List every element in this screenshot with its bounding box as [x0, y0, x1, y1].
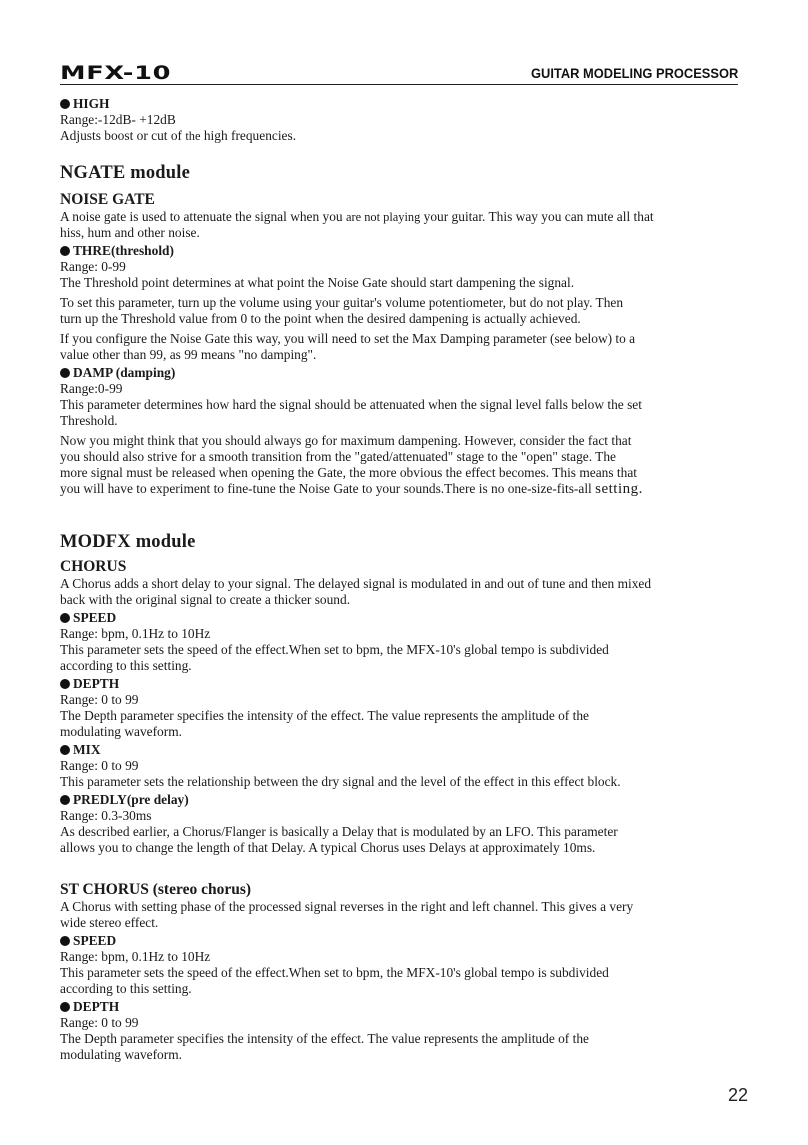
st-chorus-intro-a: A Chorus with setting phase of the processed signal reverses in the right and left channel. This gives a very	[60, 899, 634, 914]
bullet-dot-icon	[60, 368, 70, 378]
param-thre-p3a: If you configure the Noise Gate this way, you will need to set the Max Damping parameter (see below) to a	[60, 331, 636, 346]
param-thre-p2a: To set this parameter, turn up the volume using your guitar's volume potentiometer, but do not play. Then	[60, 295, 624, 310]
param-thre-p1: The Threshold point determines at what point the Noise Gate should start dampening the signal.	[60, 275, 575, 290]
param-st-chorus-depth-a: The Depth parameter specifies the intensity of the effect. The value represents the amplitude of the	[60, 1031, 589, 1046]
noise-gate-intro: A noise gate is used to attenuate the signal when you are not playing your guitar. This way you can mute all that	[60, 209, 654, 224]
chorus-intro-b: back with the original signal to create a thicker sound.	[60, 592, 351, 607]
param-thre-label: THRE(threshold)	[60, 243, 760, 259]
st-chorus-intro-b: wide stereo effect.	[60, 915, 159, 930]
param-chorus-mix-label: MIX	[60, 742, 760, 758]
param-chorus-speed-b: according to this setting.	[60, 658, 192, 673]
param-chorus-depth-range: Range: 0 to 99	[60, 692, 139, 707]
param-st-chorus-speed-a: This parameter sets the speed of the effect.When set to bpm, the MFX-10's global tempo is subdivided	[60, 965, 609, 980]
param-damp-p1a: This parameter determines how hard the signal should be attenuated when the signal level falls below the set	[60, 397, 642, 412]
param-st-chorus-depth-range: Range: 0 to 99	[60, 1015, 139, 1030]
bullet-dot-icon	[60, 745, 70, 755]
page-header	[60, 60, 738, 85]
param-st-chorus-speed-label: SPEED	[60, 933, 760, 949]
param-chorus-mix-range: Range: 0 to 99	[60, 758, 139, 773]
param-chorus-speed-range: Range: bpm, 0.1Hz to 10Hz	[60, 626, 211, 641]
param-st-chorus-speed-range: Range: bpm, 0.1Hz to 10Hz	[60, 949, 211, 964]
param-damp-p2c: more signal must be released when opening the Gate, the more obvious the effect becomes. This means that	[60, 465, 637, 480]
param-high-range: Range:-12dB- +12dB	[60, 112, 176, 127]
param-chorus-depth-b: modulating waveform.	[60, 724, 182, 739]
param-chorus-predly-b: allows you to change the length of that Delay. A typical Chorus uses Delays at approximately 10ms.	[60, 840, 596, 855]
module-title-modfx: MODFX module	[60, 532, 196, 552]
param-chorus-speed-label: SPEED	[60, 610, 760, 626]
product-logo: MFX-10	[60, 62, 172, 84]
header-title: GUITAR MODELING PROCESSOR	[530, 65, 738, 81]
param-chorus-predly-label: PREDLY(pre delay)	[60, 792, 760, 808]
noise-gate-intro-line2: hiss, hum and other noise.	[60, 225, 200, 240]
param-damp-p2d: you will have to experiment to fine-tune the Noise Gate to your sounds.There is no one-size-fits-all setting.	[60, 481, 643, 497]
param-chorus-depth-a: The Depth parameter specifies the intensity of the effect. The value represents the amplitude of the	[60, 708, 589, 723]
param-thre-range: Range: 0-99	[60, 259, 126, 274]
bullet-dot-icon	[60, 246, 70, 256]
param-damp-p2a: Now you might think that you should always go for maximum dampening. However, consider the fact that	[60, 433, 632, 448]
page-content	[60, 96, 760, 1063]
param-damp-p2b: you should also strive for a smooth transition from the "gated/attenuated" stage to the "open" stage. The	[60, 449, 616, 464]
param-chorus-speed-a: This parameter sets the speed of the effect.When set to bpm, the MFX-10's global tempo is subdivided	[60, 642, 609, 657]
bullet-dot-icon	[60, 795, 70, 805]
param-damp-p1b: Threshold.	[60, 413, 118, 428]
bullet-dot-icon	[60, 99, 70, 109]
bullet-dot-icon	[60, 1002, 70, 1012]
param-damp-label: DAMP (damping)	[60, 365, 760, 381]
chorus-intro-a: A Chorus adds a short delay to your signal. The delayed signal is modulated in and out of tune and then mixed	[60, 576, 652, 591]
param-high-label: HIGH	[60, 96, 760, 112]
param-chorus-mix-a: This parameter sets the relationship between the dry signal and the level of the effect in this effect block.	[60, 774, 621, 789]
param-thre-p3b: value other than 99, as 99 means "no damping".	[60, 347, 317, 362]
bullet-dot-icon	[60, 613, 70, 623]
param-st-chorus-depth-b: modulating waveform.	[60, 1047, 182, 1062]
module-title-ngate: NGATE module	[60, 163, 191, 183]
bullet-dot-icon	[60, 936, 70, 946]
bullet-dot-icon	[60, 679, 70, 689]
page-number: 22	[727, 1085, 748, 1105]
param-chorus-depth-label: DEPTH	[60, 676, 760, 692]
param-damp-range: Range:0-99	[60, 381, 123, 396]
section-title-noise-gate: NOISE GATE	[60, 191, 155, 208]
param-chorus-predly-a: As described earlier, a Chorus/Flanger is basically a Delay that is modulated by an LFO. This parameter	[60, 824, 618, 839]
param-thre-p2b: turn up the Threshold value from 0 to the point when the desired dampening is actually achieved.	[60, 311, 581, 326]
param-st-chorus-speed-b: according to this setting.	[60, 981, 192, 996]
param-high-desc: Adjusts boost or cut of the high frequencies.	[60, 128, 297, 143]
section-title-chorus: CHORUS	[60, 558, 127, 575]
param-chorus-predly-range: Range: 0.3-30ms	[60, 808, 152, 823]
section-title-st-chorus: ST CHORUS (stereo chorus)	[60, 881, 252, 898]
param-st-chorus-depth-label: DEPTH	[60, 999, 760, 1015]
